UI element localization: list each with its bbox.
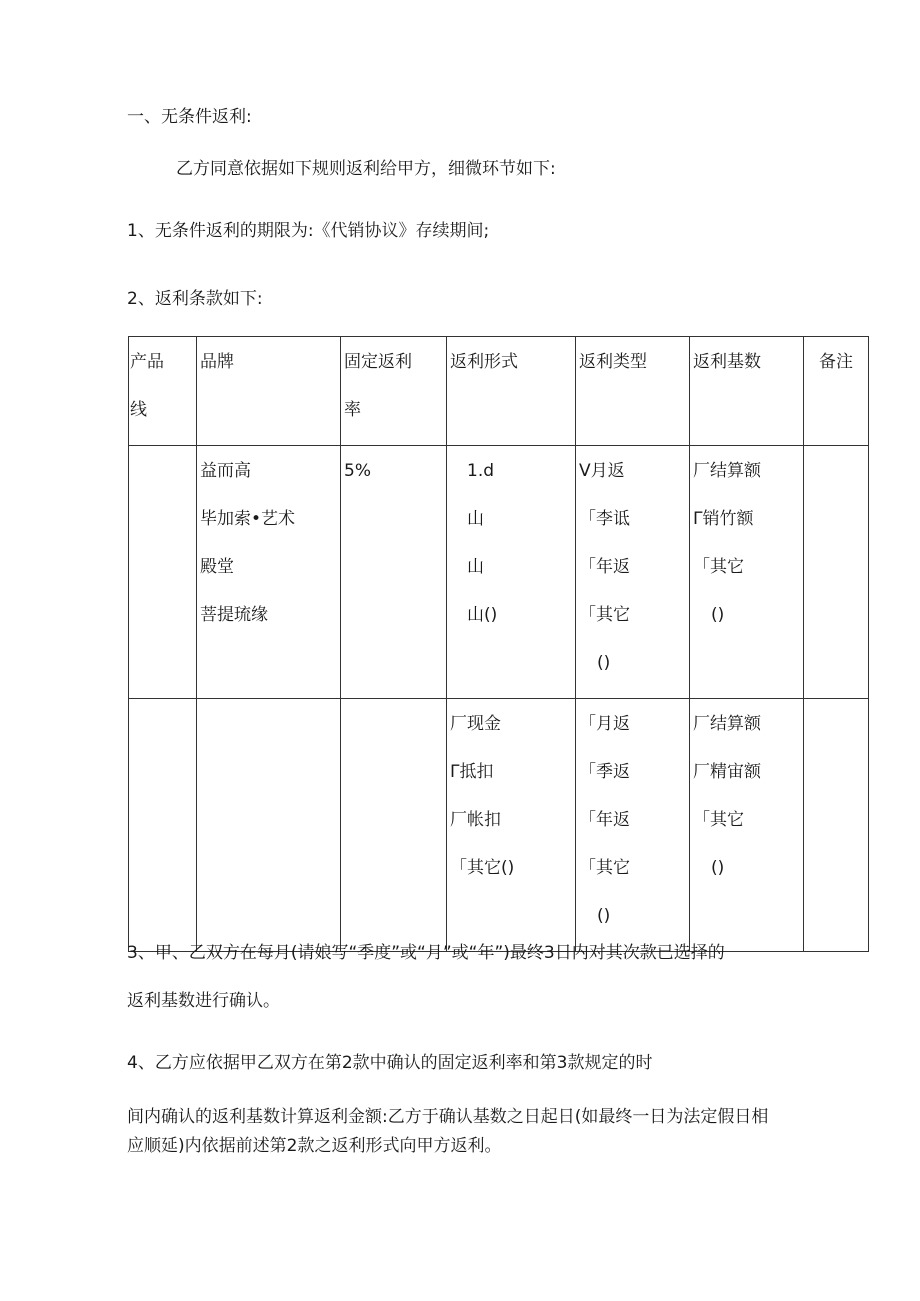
cell-rebate-form bbox=[447, 699, 576, 952]
rebate-base-option: 「其它 bbox=[693, 557, 744, 577]
rebate-type-option: 「李诋 bbox=[579, 509, 630, 529]
header-rebate-type bbox=[576, 337, 690, 446]
rebate-base-option: Γ销竹额 bbox=[693, 509, 754, 529]
rebate-type-option: () bbox=[597, 906, 611, 926]
rebate-form-option: 1.d bbox=[467, 461, 495, 481]
rebate-base-option: () bbox=[711, 858, 725, 878]
rebate-base-option: 「其它 bbox=[693, 810, 744, 830]
header-remarks-text: 备注 bbox=[819, 352, 853, 372]
table-row bbox=[129, 699, 869, 952]
cell-text bbox=[804, 711, 868, 759]
cell-product-line bbox=[129, 699, 197, 952]
header-brand bbox=[197, 337, 341, 446]
fixed-rate-value: 5% bbox=[344, 461, 371, 481]
brand-item: 菩提琉缘 bbox=[200, 605, 268, 625]
clause-4-line: 应顺延)内依据前述第2款之返利形式向甲方返利。 bbox=[127, 1136, 502, 1156]
rebate-base-option: 厂结算额 bbox=[693, 461, 761, 481]
cell-rebate-type bbox=[576, 699, 690, 952]
section-heading: 一、无条件返利: bbox=[127, 107, 252, 127]
rebate-type-option: () bbox=[597, 653, 611, 673]
header-fixed-rate-text: 固定返利 bbox=[344, 352, 412, 372]
rebate-form-option: 山() bbox=[467, 605, 498, 625]
cell-remarks bbox=[804, 699, 869, 952]
clause-3-line: 3、甲、乙双方在每月(请娘写“季度”或“月”或“年”)最终3日内对其次款已选择的 bbox=[127, 943, 725, 963]
header-rebate-base bbox=[690, 337, 804, 446]
header-product-line-text: 线 bbox=[130, 400, 147, 420]
cell-text bbox=[130, 458, 196, 506]
table-header-row bbox=[129, 337, 869, 446]
rebate-table bbox=[128, 336, 869, 952]
rebate-form-option: 山 bbox=[467, 509, 484, 529]
rebate-base-option: 厂结算额 bbox=[693, 714, 761, 734]
rebate-form-option: 「其它() bbox=[450, 858, 515, 878]
rebate-form-option: Γ抵扣 bbox=[450, 762, 494, 782]
cell-fixed-rate bbox=[341, 446, 447, 699]
rebate-type-option: 「其它 bbox=[579, 605, 630, 625]
rebate-base-option: 厂精宙额 bbox=[693, 762, 761, 782]
brand-item: 殿堂 bbox=[200, 557, 234, 577]
cell-text bbox=[130, 711, 196, 759]
clause-1: 1、无条件返利的期限为:《代销协议》存续期间; bbox=[127, 221, 490, 241]
header-brand-text: 品牌 bbox=[200, 352, 234, 372]
clause-3-line: 返利基数进行确认。 bbox=[127, 991, 280, 1011]
header-product-line-text: 产品 bbox=[130, 352, 164, 372]
header-fixed-rate-text: 率 bbox=[344, 400, 361, 420]
clause-4-line: 4、乙方应依据甲乙双方在第2款中确认的固定返利率和第3款规定的时 bbox=[127, 1053, 653, 1073]
rebate-form-option: 山 bbox=[467, 557, 484, 577]
cell-rebate-base bbox=[690, 699, 804, 952]
rebate-base-option: () bbox=[711, 605, 725, 625]
header-rebate-form bbox=[447, 337, 576, 446]
cell-rebate-type bbox=[576, 446, 690, 699]
cell-rebate-form bbox=[447, 446, 576, 699]
table-row bbox=[129, 446, 869, 699]
rebate-type-option: 「年返 bbox=[579, 810, 630, 830]
cell-brands bbox=[197, 699, 341, 952]
intro-paragraph: 乙方同意依据如下规则返利给甲方，细微环节如下: bbox=[176, 159, 556, 179]
rebate-type-option: 「年返 bbox=[579, 557, 630, 577]
header-rebate-base-text: 返利基数 bbox=[693, 352, 761, 372]
rebate-type-option: 「其它 bbox=[579, 858, 630, 878]
header-product-line bbox=[129, 337, 197, 446]
header-rebate-form-text: 返利形式 bbox=[450, 352, 518, 372]
cell-text bbox=[344, 711, 446, 759]
rebate-type-option: 「季返 bbox=[579, 762, 630, 782]
rebate-form-option: 厂现金 bbox=[450, 714, 501, 734]
cell-text bbox=[200, 711, 340, 759]
cell-remarks bbox=[804, 446, 869, 699]
rebate-type-option: V月返 bbox=[579, 461, 625, 481]
cell-product-line bbox=[129, 446, 197, 699]
header-fixed-rate bbox=[341, 337, 447, 446]
clause-2: 2、返利条款如下: bbox=[127, 289, 263, 309]
cell-fixed-rate bbox=[341, 699, 447, 952]
cell-text bbox=[804, 458, 868, 506]
rebate-form-option: 厂帐扣 bbox=[450, 810, 501, 830]
cell-brands bbox=[197, 446, 341, 699]
header-remarks bbox=[804, 337, 869, 446]
clause-4-line: 间内确认的返利基数计算返利金额:乙方于确认基数之日起日(如最终一日为法定假日相 bbox=[127, 1107, 769, 1127]
brand-item: 毕加索•艺术 bbox=[200, 509, 296, 529]
rebate-type-option: 「月返 bbox=[579, 714, 630, 734]
brand-item: 益而高 bbox=[200, 461, 251, 481]
cell-rebate-base bbox=[690, 446, 804, 699]
header-rebate-type-text: 返利类型 bbox=[579, 352, 647, 372]
